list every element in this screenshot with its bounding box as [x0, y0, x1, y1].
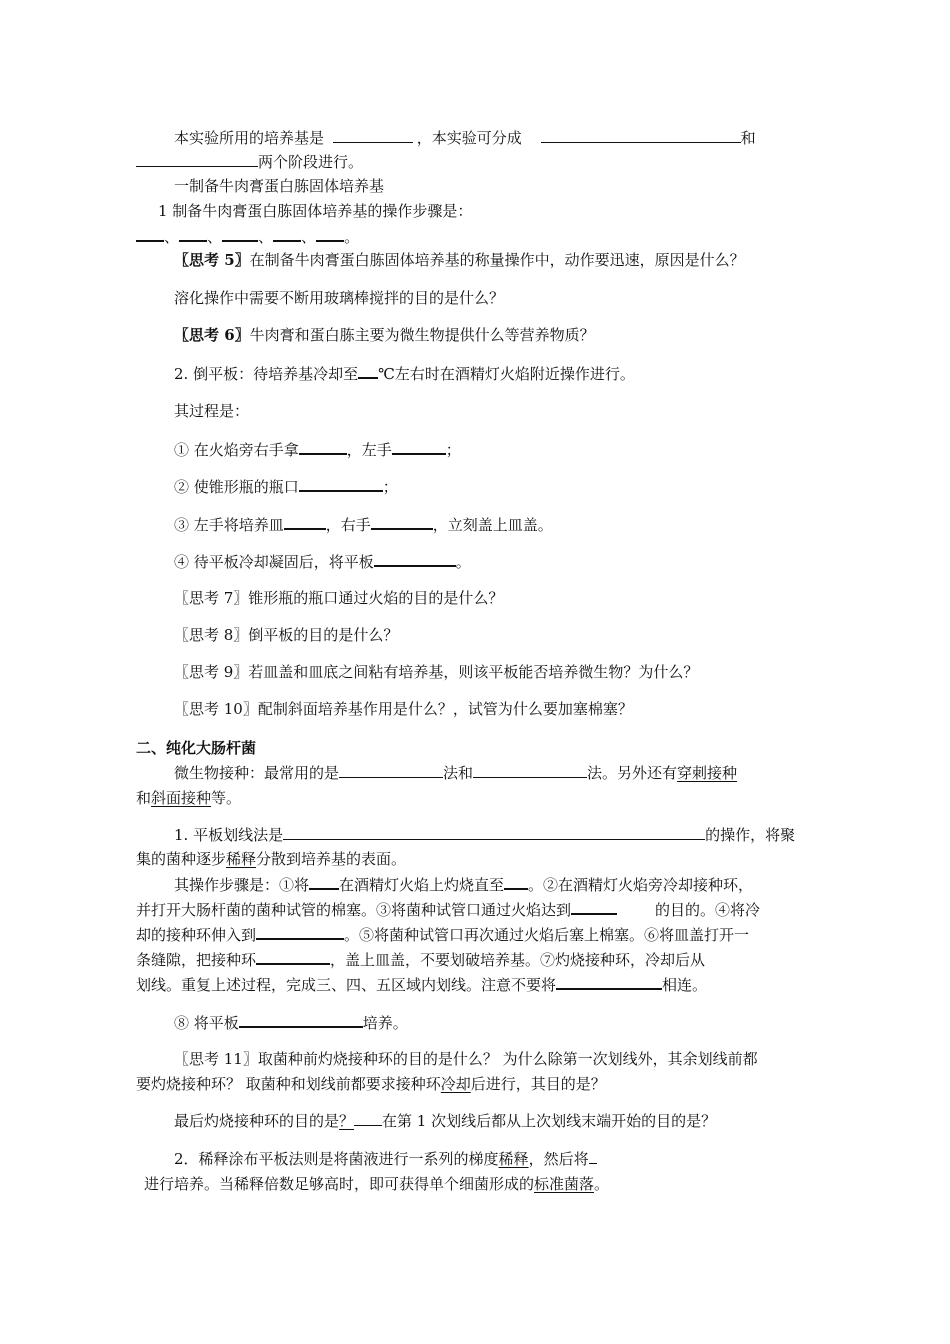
blank-step-2: [179, 226, 207, 242]
blank-loop: [309, 874, 339, 890]
streak-line-2: 集的菌种逐步稀释分散到培养基的表面。: [136, 850, 407, 868]
blank-last-burn: [354, 1111, 382, 1126]
think-11-line-2: 要灼烧接种环？ 取菌种和划线前都要求接种环冷却后进行，其目的是？: [136, 1075, 606, 1093]
blank-medium-type: [333, 128, 413, 143]
think-11-line-1: 〖思考 11〗取菌种前灼烧接种环的目的是什么？ 为什么除第一次划线外，其余划线前都: [174, 1050, 758, 1068]
blank-step-3: [222, 226, 258, 242]
blank-streak-definition: [283, 825, 705, 840]
blank-left-hand: [392, 439, 446, 455]
blank-temperature: [358, 363, 378, 379]
streak-procedure-3: 却的接种环伸入到 。⑤将菌种试管口再次通过火焰后塞上棉塞。⑥将皿盖打开一: [136, 926, 750, 944]
streak-procedure-4: 条缝隙，把接种环 ，盖上皿盖，不要划破培养基。⑦灼烧接种环，冷却后从: [136, 951, 706, 969]
blank-plate-culture: [239, 1012, 363, 1028]
streak-step-8: ⑧ 将平板 培养。: [174, 1014, 408, 1032]
streak-procedure-2: 并打开大肠杆菌的菌种试管的棉塞。③将菌种试管口通过火焰达到 的目的。④将冷: [136, 901, 761, 919]
question-dissolve: 溶化操作中需要不断用玻璃棒搅拌的目的是什么？: [174, 289, 505, 307]
pour-step-3: ③ 左手将培养皿 ，右手 ，立刻盖上皿盖。: [174, 516, 553, 534]
intro-line-1: 本实验所用的培养基是 ，本实验可分成 和: [174, 129, 756, 147]
question-last-burn: 最后灼烧接种环的目的是？ 在第 1 次划线后都从上次划线末端开始的目的是？: [174, 1112, 717, 1130]
blank-petri-dish: [284, 514, 326, 530]
steps-blanks: 、 、 、 、 。: [136, 226, 359, 247]
pour-plate-line: 2. 倒平板：待培养基冷却至 ℃左右时在酒精灯火焰附近操作进行。: [174, 365, 635, 383]
pour-step-4: ④ 待平板冷却凝固后，将平板 。: [174, 553, 471, 571]
heading-steps: 1 制备牛肉膏蛋白胨固体培养基的操作步骤是：: [158, 202, 473, 220]
think-5: 〖思考 5〗在制备牛肉膏蛋白胨固体培养基的称量操作中，动作要迅速，原因是什么？: [174, 251, 745, 269]
blank-step-4: [273, 226, 301, 242]
blank-dilution: [589, 1149, 597, 1164]
streak-procedure-1: 其操作步骤是：①将 在酒精灯火焰上灼烧直至 。②在酒精灯火焰旁冷却接种环，: [174, 876, 754, 894]
blank-insert-into: [256, 924, 344, 940]
section-2-title: 二、纯化大肠杆菌: [136, 739, 257, 757]
streak-line-1: 1. 平板划线法是 的操作，将聚: [174, 826, 796, 844]
blank-sterilize: [571, 899, 617, 915]
pour-step-2: ② 使锥形瓶的瓶口 ；: [174, 478, 398, 496]
blank-step-5: [316, 226, 344, 242]
pour-step-1: ① 在火焰旁右手拿 ，左手 ；: [174, 441, 461, 459]
dilution-line-1: 2．稀释涂布平板法则是将菌液进行一系列的梯度稀释，然后将: [174, 1149, 597, 1169]
think-8: 〖思考 8〗倒平板的目的是什么？: [174, 626, 399, 644]
intro-line-2: 两个阶段进行。: [136, 152, 363, 172]
think-10: 〖思考 10〗配制斜面培养基作用是什么？，试管为什么要加塞棉塞？: [174, 700, 633, 718]
heading-prepare-medium: 一制备牛肉膏蛋白胨固体培养基: [174, 177, 385, 195]
dilution-line-2: 进行培养。当稀释倍数足够高时，即可获得单个细菌形成的标准菌落。: [144, 1175, 610, 1193]
blank-stage-1: [541, 128, 741, 143]
blank-stage-2: [136, 152, 258, 167]
blank-do-not-connect: [556, 974, 662, 990]
streak-procedure-5: 划线。重复上述过程，完成三、四、五区域内划线。注意不要将 相连。: [136, 976, 708, 994]
think-9: 〖思考 9〗若皿盖和皿底之间粘有培养基，则该平板能否培养微生物？为什么？: [174, 663, 699, 681]
blank-bottle-mouth: [299, 476, 383, 492]
blank-plate-action: [374, 551, 456, 567]
process-label: 其过程是：: [174, 402, 250, 420]
blank-method-1: [339, 763, 443, 778]
think-7: 〖思考 7〗锥形瓶的瓶口通过火焰的目的是什么？: [174, 589, 504, 607]
blank-red-hot: [504, 874, 528, 890]
blank-loop-action: [256, 949, 330, 965]
think-6: 〖思考 6〗牛肉膏和蛋白胨主要为微生物提供什么等营养物质？: [174, 326, 595, 344]
blank-right-hand: [299, 439, 347, 455]
inoculation-line-1: 微生物接种：最常用的是 法和 法。另外还有穿刺接种: [174, 764, 738, 782]
blank-method-2: [473, 763, 587, 778]
inoculation-line-2: 和斜面接种等。: [136, 789, 242, 807]
blank-step-1: [136, 226, 164, 242]
blank-pour: [371, 514, 433, 530]
